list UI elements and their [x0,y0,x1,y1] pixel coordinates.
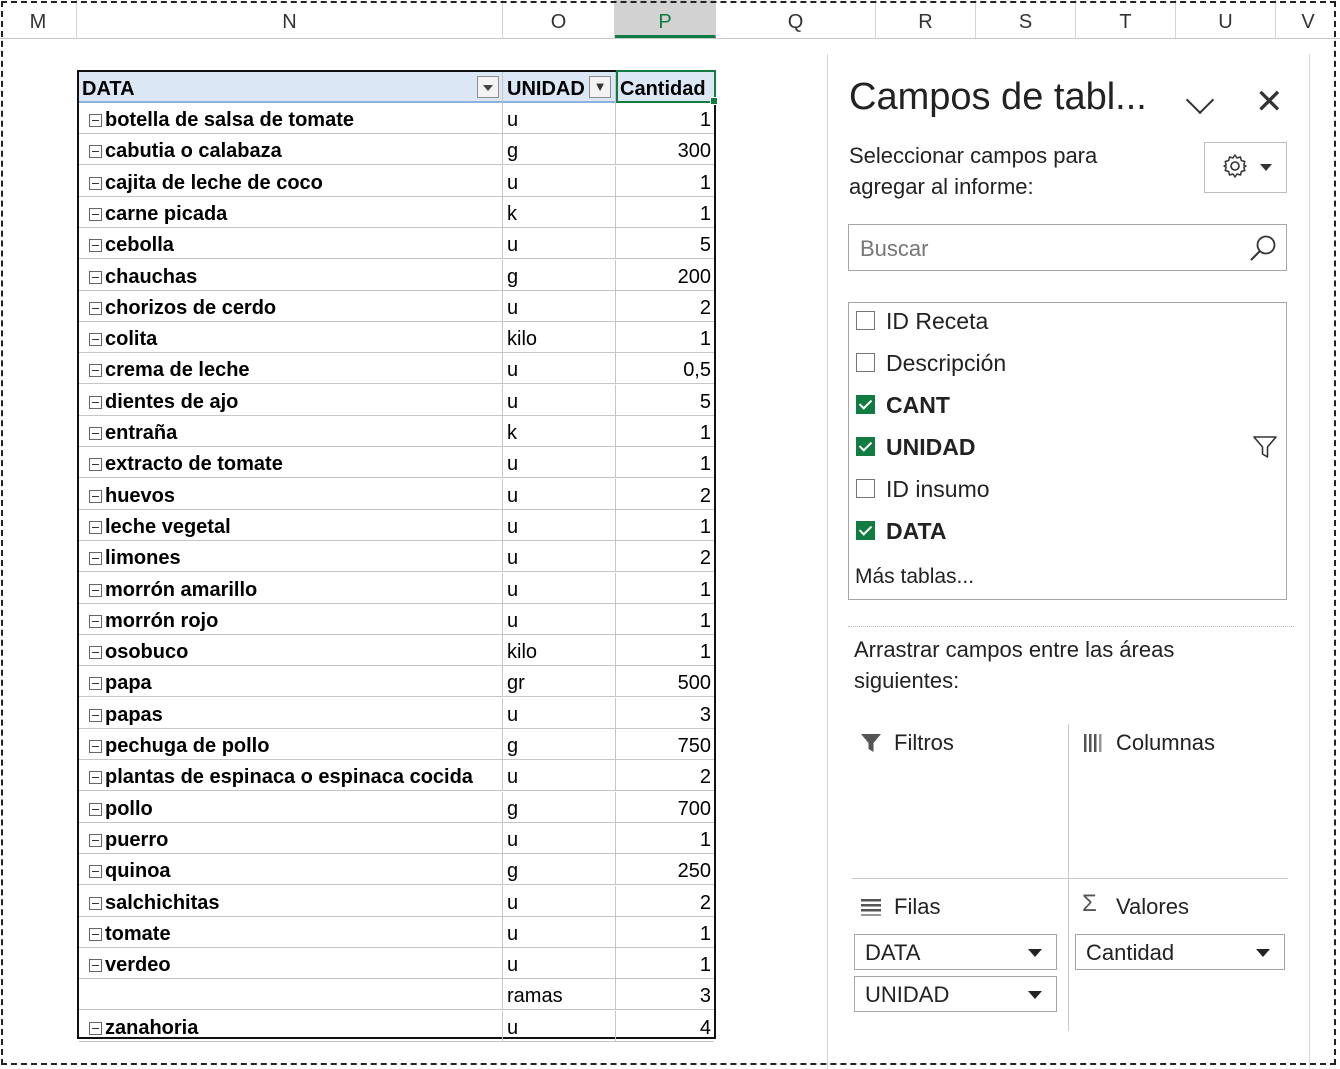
unidad-cell[interactable]: u [503,447,616,478]
data-cell[interactable] [79,666,503,697]
pivot-header-unidad-label: UNIDAD [507,78,585,100]
column-header-o[interactable]: O [503,0,615,38]
unidad-cell[interactable]: u [503,510,616,541]
data-cell[interactable] [79,729,503,760]
unidad-cell[interactable]: k [503,416,616,447]
data-cell-label: quinoa [105,860,171,883]
data-cell[interactable] [79,385,503,416]
table-row [79,541,714,572]
rows-label: Filas [894,894,941,919]
collapse-icon[interactable] [89,521,102,534]
collapse-icon[interactable] [89,677,102,690]
table-row [79,260,714,291]
collapse-icon[interactable] [89,208,102,221]
data-cell-label: osobuco [105,641,189,664]
field-checkbox[interactable] [856,437,875,456]
collapse-icon[interactable] [89,959,102,972]
collapse-icon[interactable] [89,364,102,377]
pivot-fields-panel [827,54,1310,1069]
data-cell-label: papa [105,672,152,695]
panel-subtitle [849,140,1169,202]
settings-button[interactable] [1204,142,1287,193]
data-cell-label: huevos [105,484,176,507]
cantidad-cell[interactable]: 3 [699,985,711,1008]
cantidad-cell[interactable]: 2 [699,766,711,789]
collapse-icon[interactable] [89,458,102,471]
panel-subtitle-line2: agregar al informe: [849,174,1034,199]
caret-down-icon[interactable] [1028,991,1042,999]
row-field-data[interactable] [854,934,1057,970]
cantidad-cell[interactable]: 300 [677,140,711,163]
value-field-cantidad-label: Cantidad [1086,940,1175,965]
cantidad-cell[interactable]: 200 [677,265,711,288]
table-row [79,698,714,729]
collapse-icon[interactable] [89,177,102,190]
cantidad-cell[interactable]: 1 [699,453,711,476]
pivot-table [77,70,716,1039]
table-row [79,166,714,197]
collapse-icon[interactable] [89,490,102,503]
unidad-cell[interactable]: u [503,886,616,917]
table-row [79,792,714,823]
data-cell-label: dientes de ajo [105,390,239,413]
column-header-q[interactable]: Q [716,0,876,38]
data-cell[interactable] [79,792,503,823]
filter-icon [860,732,882,754]
unidad-cell[interactable]: kilo [503,322,616,353]
data-cell-label: morrón rojo [105,609,219,632]
columns-icon [1082,732,1104,754]
unidad-cell[interactable]: u [503,823,616,854]
data-cell[interactable] [79,698,503,729]
collapse-icon[interactable] [89,834,102,847]
data-cell-label: tomate [105,922,171,945]
field-checkbox[interactable] [856,479,875,498]
cantidad-cell[interactable]: 5 [699,234,711,257]
unidad-cell[interactable]: g [503,260,616,291]
table-row [79,886,714,917]
collapse-icon[interactable] [89,114,102,127]
data-cell[interactable] [79,260,503,291]
data-cell[interactable] [79,447,503,478]
selected-cell-outline [616,70,716,103]
panel-title: Campos de tabl... [849,76,1147,118]
table-row [79,134,714,165]
filter-dropdown-icon[interactable]: ▼ [589,76,611,98]
collapse-icon[interactable] [89,771,102,784]
values-label: Valores [1116,894,1189,919]
section-divider [848,626,1294,627]
data-cell[interactable] [79,479,503,510]
pivot-header-row [79,72,714,103]
cantidad-cell[interactable]: 2 [699,891,711,914]
table-row [79,604,714,635]
cantidad-cell[interactable]: 2 [699,296,711,319]
unidad-cell[interactable]: u [503,479,616,510]
cantidad-cell[interactable]: 1 [699,515,711,538]
unidad-cell[interactable]: g [503,792,616,823]
cantidad-cell[interactable]: 1 [699,171,711,194]
data-cell[interactable] [79,948,503,979]
data-cell-label: papas [105,703,163,726]
sigma-icon: Σ [1082,890,1097,917]
data-cell[interactable] [79,228,503,259]
cantidad-cell[interactable]: 1 [699,328,711,351]
data-cell[interactable] [79,886,503,917]
drag-instructions [854,634,1254,696]
cantidad-cell[interactable]: 4 [699,1016,711,1039]
unidad-cell[interactable]: u [503,1011,616,1042]
collapse-icon[interactable] [89,584,102,597]
data-cell-label: cabutia o calabaza [105,140,282,163]
table-row [79,291,714,322]
data-cell-label: leche vegetal [105,515,231,538]
collapse-icon[interactable] [89,552,102,565]
table-row [79,666,714,697]
more-tables-link[interactable]: Más tablas... [855,565,975,588]
data-cell-label: chorizos de cerdo [105,296,277,319]
field-label: DATA [886,518,947,544]
data-cell[interactable] [79,322,503,353]
column-header-r[interactable]: R [876,0,976,38]
table-row [79,353,714,384]
collapse-icon[interactable] [89,615,102,628]
unidad-cell[interactable]: g [503,729,616,760]
cantidad-cell[interactable]: 1 [699,922,711,945]
collapse-icon[interactable] [89,897,102,910]
column-header-s[interactable]: S [976,0,1076,38]
unidad-cell[interactable]: u [503,573,616,604]
column-header-bar [0,0,1340,39]
data-cell-label: limones [105,547,181,570]
table-row [79,416,714,447]
data-cell-label: pechuga de pollo [105,735,270,757]
data-cell[interactable] [79,541,503,572]
dropdown-arrow-icon[interactable] [477,76,499,98]
collapse-icon[interactable] [89,646,102,659]
cantidad-cell[interactable]: 1 [699,609,711,632]
row-field-unidad-label: UNIDAD [865,982,950,1007]
data-cell[interactable] [79,823,503,854]
column-header-t[interactable]: T [1076,0,1176,38]
field-label: UNIDAD [886,434,976,460]
data-cell[interactable] [79,166,503,197]
data-cell-label: cebolla [105,234,174,257]
drag-instructions-line1: Arrastrar campos entre las áreas [854,637,1175,662]
data-cell-label: zanahoria [105,1016,199,1039]
cantidad-cell[interactable]: 1 [699,641,711,664]
table-row [79,573,714,604]
table-row [79,1011,714,1042]
pivot-header-data-label: DATA [82,78,135,100]
unidad-cell[interactable]: u [503,948,616,979]
field-checkbox[interactable] [856,353,875,372]
unidad-cell[interactable]: u [503,604,616,635]
field-checkbox[interactable] [856,521,875,540]
table-row [79,228,714,259]
field-checkbox[interactable] [856,311,875,330]
unidad-cell[interactable]: u [503,541,616,572]
cantidad-cell[interactable]: 1 [699,109,711,131]
data-cell-label: colita [105,328,158,351]
rows-icon [860,896,882,918]
column-header-n[interactable]: N [77,0,503,38]
field-label: CANT [886,392,950,418]
pivot-header-cantidad[interactable]: Cantidad [620,78,706,100]
column-header-v[interactable]: V [1301,11,1315,33]
data-cell-label: botella de salsa de tomate [105,109,354,131]
table-row [79,854,714,885]
column-header-u[interactable]: U [1176,0,1276,38]
table-row [79,479,714,510]
table-row [79,447,714,478]
table-row [79,948,714,979]
filters-label: Filtros [894,730,954,755]
data-cell[interactable] [79,103,503,134]
collapse-icon[interactable] [89,740,102,753]
unidad-cell[interactable]: u [503,166,616,197]
drag-instructions-line2: siguientes: [854,668,960,693]
cantidad-cell[interactable]: 500 [677,672,711,695]
cantidad-cell[interactable]: 5 [699,390,711,413]
unidad-cell[interactable]: g [503,134,616,165]
table-row [79,823,714,854]
field-list [848,302,1287,600]
cantidad-cell[interactable]: 700 [677,797,711,820]
table-row [79,917,714,948]
data-cell-label: salchichitas [105,891,220,914]
unidad-cell[interactable]: u [503,291,616,322]
collapse-icon[interactable] [89,396,102,409]
field-label: ID insumo [886,476,990,502]
data-cell[interactable] [79,635,503,666]
collapse-icon[interactable] [89,427,102,440]
data-cell[interactable] [79,573,503,604]
collapse-icon[interactable] [89,865,102,878]
cantidad-cell[interactable]: 3 [699,703,711,726]
cantidad-cell[interactable]: 1 [699,828,711,851]
unidad-cell[interactable]: u [503,760,616,791]
close-icon[interactable]: ✕ [1255,83,1284,121]
gear-icon [1222,153,1248,179]
unidad-cell[interactable]: u [503,353,616,384]
unidad-cell[interactable]: u [503,698,616,729]
table-row [79,197,714,228]
value-field-cantidad[interactable] [1075,934,1285,970]
table-row [79,729,714,760]
data-cell[interactable] [79,604,503,635]
unidad-cell[interactable]: gr [503,666,616,697]
data-cell-label: entraña [105,422,178,444]
collapse-icon[interactable] [89,928,102,941]
data-cell-label: carne picada [105,202,228,225]
filter-icon[interactable] [1252,434,1278,460]
data-cell[interactable] [79,1011,503,1042]
cantidad-cell[interactable]: 750 [677,735,711,757]
table-row [79,979,714,1010]
cantidad-cell[interactable]: 0,5 [683,359,711,382]
data-cell[interactable] [79,416,503,447]
panel-subtitle-line1: Seleccionar campos para [849,143,1098,168]
cantidad-cell[interactable]: 1 [699,954,711,977]
data-cell[interactable] [79,353,503,384]
cantidad-cell[interactable]: 1 [699,578,711,601]
unidad-cell[interactable]: k [503,197,616,228]
row-field-data-label: DATA [865,940,921,965]
data-cell-label: chauchas [105,265,198,288]
cantidad-cell[interactable]: 250 [677,860,711,883]
areas-horizontal-divider [852,878,1288,879]
data-cell[interactable] [79,197,503,228]
cantidad-cell[interactable]: 2 [699,484,711,507]
data-cell[interactable] [79,134,503,165]
unidad-cell[interactable]: u [503,103,616,134]
data-cell[interactable] [79,291,503,322]
data-cell-label: verdeo [105,954,171,977]
collapse-icon[interactable] [89,803,102,816]
unidad-cell[interactable]: u [503,228,616,259]
field-checkbox[interactable] [856,395,875,414]
table-row [79,385,714,416]
data-cell[interactable] [79,979,503,1010]
collapse-icon[interactable] [89,145,102,158]
data-cell-label: cajita de leche de coco [105,171,323,194]
data-cell-label: crema de leche [105,359,250,382]
data-cell-label: morrón amarillo [105,578,258,601]
caret-down-icon[interactable] [1256,949,1270,957]
data-cell-label: extracto de tomate [105,453,283,476]
cantidad-cell[interactable]: 1 [699,422,711,444]
caret-down-icon [1260,164,1272,171]
data-cell-label: puerro [105,828,169,851]
table-row [79,635,714,666]
table-row [79,322,714,353]
column-header-m[interactable]: M [0,0,77,38]
unidad-cell[interactable]: kilo [503,635,616,666]
unidad-cell[interactable]: g [503,854,616,885]
search-icon[interactable] [1248,233,1278,263]
collapse-icon[interactable] [89,1022,102,1035]
pivot-header-unidad[interactable] [503,72,616,103]
collapse-icon[interactable] [89,239,102,252]
unidad-cell[interactable]: ramas [503,979,616,1010]
collapse-icon[interactable] [89,709,102,722]
data-cell[interactable] [79,854,503,885]
data-cell[interactable] [79,917,503,948]
field-label: ID Receta [886,308,989,334]
search-input[interactable] [849,225,1242,272]
data-cell-label: plantas de espinaca o espinaca cocida [105,766,473,789]
table-row [79,760,714,791]
data-cell-label: pollo [105,797,153,820]
collapse-icon[interactable] [89,302,102,315]
search-box [848,224,1287,271]
table-row [79,103,714,134]
unidad-cell[interactable]: u [503,385,616,416]
data-cell[interactable] [79,510,503,541]
collapse-icon[interactable] [89,333,102,346]
field-label: Descripción [886,350,1007,376]
caret-down-icon[interactable] [1028,949,1042,957]
cantidad-cell[interactable]: 2 [699,547,711,570]
columns-label: Columnas [1116,730,1216,755]
cantidad-cell[interactable]: 1 [699,202,711,225]
table-row [79,510,714,541]
pivot-header-data[interactable] [79,72,503,103]
chevron-down-icon[interactable] [1186,86,1214,114]
unidad-cell[interactable]: u [503,917,616,948]
data-cell[interactable] [79,760,503,791]
column-header-p[interactable]: P [615,0,716,38]
collapse-icon[interactable] [89,271,102,284]
row-field-unidad[interactable] [854,976,1057,1012]
